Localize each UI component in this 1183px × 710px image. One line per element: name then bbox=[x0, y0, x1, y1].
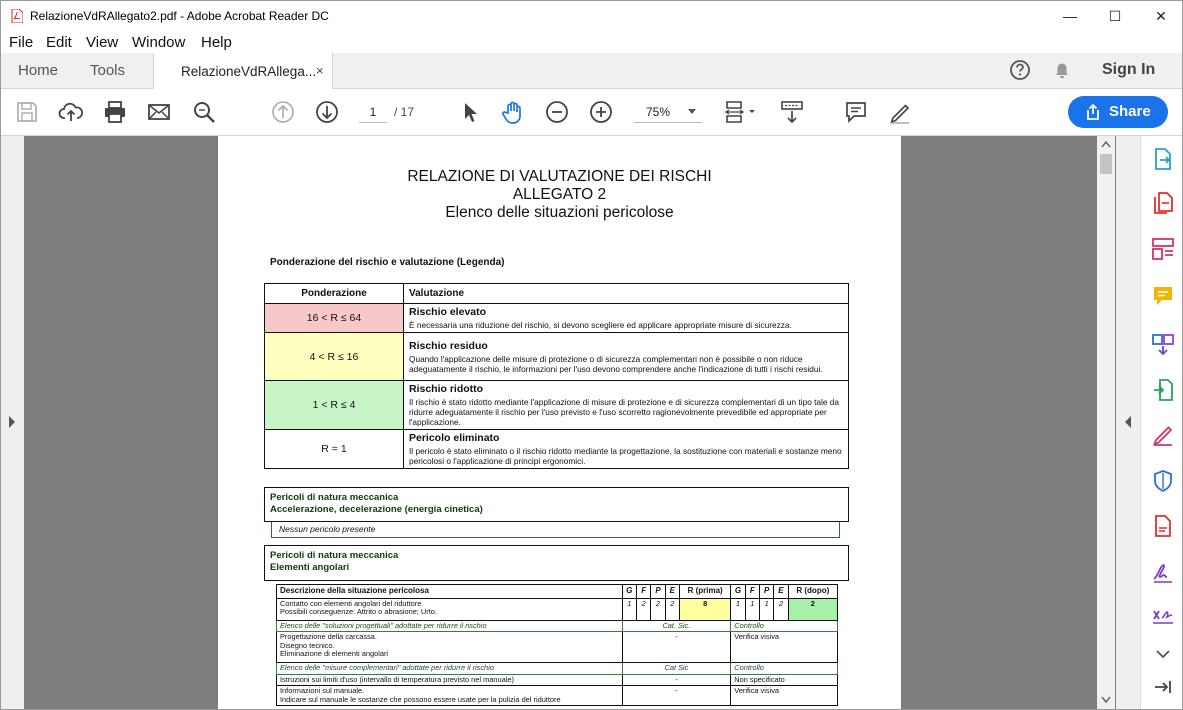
certificate-sign-icon[interactable] bbox=[1151, 605, 1175, 629]
solutions-cat-header: Cat. Sic. bbox=[622, 621, 731, 632]
maximize-button[interactable]: ☐ bbox=[1108, 8, 1122, 24]
legend-row bbox=[265, 333, 849, 381]
fill-sign-icon[interactable] bbox=[1151, 423, 1175, 447]
table-row bbox=[277, 663, 838, 674]
left-pane-toggle[interactable] bbox=[1, 136, 24, 710]
notification-bell-icon[interactable] bbox=[1051, 59, 1073, 81]
tab-document[interactable] bbox=[153, 53, 333, 90]
measures-control-header: Controllo bbox=[731, 663, 838, 674]
risk-header-g: G bbox=[731, 585, 745, 599]
search-icon[interactable] bbox=[191, 99, 217, 125]
measure-control: Non specificato bbox=[731, 674, 838, 685]
vertical-scrollbar[interactable] bbox=[1097, 136, 1115, 710]
tab-tools[interactable]: Tools bbox=[90, 62, 126, 79]
measure-text-detail: Indicare sul manuale le sostanze che possono essere usate per la pulizia del riduttore bbox=[280, 694, 561, 704]
scrollbar-thumb[interactable] bbox=[1100, 154, 1112, 174]
section-box bbox=[264, 487, 849, 522]
risk-header-e: E bbox=[665, 585, 679, 599]
measures-header: Elenco delle "misure complementari" adottate per ridurre il rischio bbox=[277, 663, 623, 674]
risk-value: 2 bbox=[651, 599, 665, 621]
hand-tool-icon[interactable] bbox=[500, 99, 526, 125]
page-number-input[interactable]: 1 bbox=[359, 101, 387, 123]
risk-value: 1 bbox=[622, 599, 636, 621]
legend-level-text: È necessaria una riduzione del rischio, si devono scegliere ed applicare appropriate misure di sicurezza. bbox=[409, 320, 792, 330]
zoom-level-value: 75% bbox=[646, 105, 671, 119]
draw-pen-icon[interactable] bbox=[887, 99, 913, 125]
expand-tools-chevron-icon[interactable] bbox=[1151, 642, 1175, 666]
tab-bar bbox=[1, 53, 1183, 89]
fit-page-icon[interactable] bbox=[723, 99, 759, 125]
risk-value: 2 bbox=[774, 599, 788, 621]
legend-level-text: Il rischio è stato ridotto mediante l'applicazione di misure di protezione e di sicurezza complementari di un tipo tale da ridurre adeguatamente il rischio per l'uso previsto e l'uso scorretto ragionevolmente prevedibile ed appropriate per l'applicazione. bbox=[409, 397, 840, 427]
share-button[interactable] bbox=[1068, 96, 1168, 128]
legend-level-title: Pericolo eliminato bbox=[409, 432, 500, 444]
collapse-panel-icon[interactable] bbox=[1151, 675, 1175, 699]
legend-range: 16 < R ≤ 64 bbox=[265, 304, 404, 333]
risk-header-f: F bbox=[745, 585, 759, 599]
scroll-mode-icon[interactable] bbox=[779, 99, 805, 125]
menu-view[interactable]: View bbox=[86, 34, 119, 51]
doc-subtitle: ALLEGATO 2 bbox=[512, 186, 607, 203]
print-icon[interactable] bbox=[102, 99, 128, 125]
legend-level-title: Rischio elevato bbox=[409, 306, 487, 318]
upload-cloud-icon[interactable] bbox=[58, 99, 84, 125]
zoom-out-icon[interactable] bbox=[544, 99, 570, 125]
document-tab-label: RelazioneVdRAllega... bbox=[181, 64, 317, 79]
measure-cat: - bbox=[622, 686, 731, 706]
risk-header-description: Descrizione della situazione pericolosa bbox=[277, 585, 623, 599]
chevron-left-icon bbox=[1124, 416, 1132, 428]
page-total: / 17 bbox=[394, 105, 415, 119]
risk-value: 1 bbox=[759, 599, 773, 621]
signature-icon[interactable] bbox=[1151, 560, 1175, 584]
toolbar bbox=[1, 89, 1183, 136]
window-title: RelazioneVdRAllegato2.pdf - Adobe Acrobat Reader DC bbox=[30, 9, 329, 23]
select-cursor-icon[interactable] bbox=[457, 99, 483, 125]
solutions-header: Elenco delle "soluzioni progettuali" adottate per ridurre il rischio bbox=[277, 621, 623, 632]
organize-pages-icon[interactable] bbox=[1151, 237, 1175, 261]
legend-row bbox=[265, 304, 849, 333]
risk-header-r-prima: R (prima) bbox=[680, 585, 731, 599]
risk-value: 1 bbox=[731, 599, 745, 621]
comment-tool-icon[interactable] bbox=[1151, 284, 1175, 308]
scroll-up-arrow-icon[interactable] bbox=[1101, 140, 1111, 148]
share-label: Share bbox=[1109, 103, 1151, 120]
solution-line: Eliminazione di elementi angolari bbox=[280, 649, 389, 659]
solution-control: Verifica visiva bbox=[731, 632, 838, 663]
solution-cat: - bbox=[622, 632, 731, 663]
menu-window[interactable]: Window bbox=[132, 34, 186, 51]
risk-situation: Contatto con elementi angolari del riduttore bbox=[280, 599, 422, 608]
share-icon bbox=[1084, 103, 1102, 121]
compress-pdf-icon[interactable] bbox=[1151, 378, 1175, 402]
risk-value: 2 bbox=[636, 599, 650, 621]
table-row bbox=[277, 599, 838, 621]
measure-text: Istruzioni sui limiti d'uso (intervallo di temperatura previsto nel manuale) bbox=[277, 674, 623, 685]
chevron-right-icon bbox=[8, 416, 16, 428]
doc-title: RELAZIONE DI VALUTAZIONE DEI RISCHI bbox=[407, 168, 712, 185]
chevron-down-icon bbox=[688, 109, 696, 114]
section-category: Pericoli di natura meccanica bbox=[270, 550, 399, 561]
measure-text: Informazioni sul manuale. bbox=[280, 686, 365, 696]
minimize-button[interactable]: — bbox=[1063, 8, 1077, 24]
protect-shield-icon[interactable] bbox=[1151, 469, 1175, 493]
risk-header-f: F bbox=[636, 585, 650, 599]
legend-range: R = 1 bbox=[265, 430, 404, 469]
section-box bbox=[264, 545, 849, 581]
risk-header-e: E bbox=[774, 585, 788, 599]
table-row bbox=[277, 632, 838, 663]
legend-level-title: Rischio ridotto bbox=[409, 383, 484, 395]
section-hazard: Accelerazione, decelerazione (energia cinetica) bbox=[270, 504, 483, 515]
legend-header-ponderazione: Ponderazione bbox=[265, 284, 404, 304]
legend-range: 4 < R ≤ 16 bbox=[265, 333, 404, 381]
legend-level-text: Il pericolo è stato eliminato o il rischio ridotto mediante la progettazione, la sostituzione con materiali e sostanze meno pericolosi o l'applicazione di principi ergonomici. bbox=[409, 446, 842, 466]
export-pdf-icon[interactable] bbox=[1151, 147, 1175, 171]
measures-cat-header: Cat Sic bbox=[622, 663, 731, 674]
measure-control: Verifica visiva bbox=[731, 686, 838, 706]
risk-value: 2 bbox=[665, 599, 679, 621]
risk-value: 1 bbox=[745, 599, 759, 621]
tab-home[interactable]: Home bbox=[18, 62, 59, 79]
legend-table bbox=[264, 283, 849, 469]
risk-r-after: 2 bbox=[788, 599, 837, 621]
menu-help[interactable]: Help bbox=[201, 34, 232, 51]
close-window-button[interactable]: ✕ bbox=[1155, 8, 1167, 24]
right-pane-toggle[interactable] bbox=[1116, 136, 1140, 710]
acrobat-file-icon bbox=[11, 9, 23, 23]
risk-header-r-dopo: R (dopo) bbox=[788, 585, 837, 599]
edit-pdf-icon[interactable] bbox=[1151, 514, 1175, 538]
zoom-in-icon[interactable] bbox=[588, 99, 614, 125]
table-row bbox=[277, 674, 838, 685]
sign-in-link[interactable]: Sign In bbox=[1102, 61, 1156, 78]
measure-cat: - bbox=[622, 674, 731, 685]
table-row bbox=[277, 686, 838, 706]
menu-file[interactable]: File bbox=[9, 34, 34, 51]
solution-line: Progettazione della carcassa. bbox=[280, 632, 377, 642]
tools-side-panel bbox=[1140, 136, 1183, 710]
legend-header-valutazione: Valutazione bbox=[404, 284, 849, 304]
risk-consequences: Possibili conseguenze: Attrito o abrasione; Urto. bbox=[280, 607, 437, 617]
doc-heading: Elenco delle situazioni pericolose bbox=[445, 204, 674, 221]
table-row bbox=[277, 621, 838, 632]
legend-range: 1 < R ≤ 4 bbox=[265, 381, 404, 430]
section-category: Pericoli di natura meccanica bbox=[270, 492, 399, 503]
menu-bar bbox=[1, 32, 1183, 54]
risk-header-g: G bbox=[622, 585, 636, 599]
previous-page-icon[interactable] bbox=[270, 99, 296, 125]
solution-line: Disegno tecnico. bbox=[280, 640, 335, 650]
comment-icon[interactable] bbox=[843, 99, 869, 125]
risk-header-p: P bbox=[759, 585, 773, 599]
legend-level-title: Rischio residuo bbox=[409, 339, 488, 352]
legend-row bbox=[265, 430, 849, 469]
close-tab-icon[interactable]: × bbox=[316, 63, 324, 78]
risk-r-before: 8 bbox=[680, 599, 731, 621]
scroll-down-arrow-icon[interactable] bbox=[1101, 696, 1111, 704]
legend-title: Ponderazione del rischio e valutazione (Legenda) bbox=[270, 257, 505, 268]
risk-header-p: P bbox=[651, 585, 665, 599]
next-page-icon[interactable] bbox=[314, 99, 340, 125]
no-hazard-note: Nessun pericolo presente bbox=[271, 522, 840, 538]
create-pdf-icon[interactable] bbox=[1151, 191, 1175, 215]
help-icon[interactable] bbox=[1009, 59, 1031, 81]
email-icon[interactable] bbox=[146, 99, 172, 125]
solutions-control-header: Controllo bbox=[731, 621, 838, 632]
risk-assessment-table bbox=[276, 584, 838, 706]
legend-level-text: Quando l'applicazione delle misure di protezione o di sicurezza complementari non è possibile o non riduce adeguatamente il rischio, le informazioni per l'uso devono comprendere anche l'indicazione di tutti i rischi residui. bbox=[409, 353, 823, 374]
menu-edit[interactable]: Edit bbox=[46, 34, 72, 51]
pdf-page bbox=[218, 136, 901, 710]
save-icon[interactable] bbox=[14, 99, 40, 125]
title-bar bbox=[1, 1, 1183, 32]
section-hazard: Elementi angolari bbox=[270, 562, 350, 573]
zoom-level-select[interactable] bbox=[634, 101, 702, 123]
combine-files-icon[interactable] bbox=[1151, 332, 1175, 356]
legend-row bbox=[265, 381, 849, 430]
